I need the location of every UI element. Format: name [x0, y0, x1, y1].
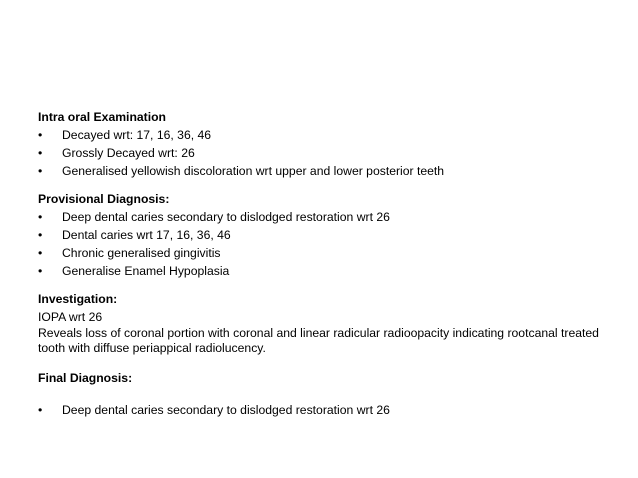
bullet-icon: • [38, 228, 43, 242]
list-item-text: Decayed wrt: 17, 16, 36, 46 [62, 128, 212, 142]
provisional-diagnosis-list [38, 209, 618, 281]
bullet-icon: • [38, 164, 43, 178]
bullet-icon: • [38, 264, 43, 278]
list-item [38, 163, 618, 181]
final-diagnosis-list [38, 402, 618, 420]
bullet-icon: • [38, 128, 43, 142]
slide-content [38, 109, 618, 420]
provisional-diagnosis-heading: Provisional Diagnosis: [38, 192, 170, 206]
list-item [38, 227, 618, 245]
bullet-icon: • [38, 403, 43, 417]
final-diagnosis-heading: Final Diagnosis: [38, 371, 133, 385]
list-item [38, 245, 618, 263]
investigation-line: IOPA wrt 26 [38, 310, 103, 324]
list-item-text: Dental caries wrt 17, 16, 36, 46 [62, 228, 231, 242]
intra-oral-list [38, 127, 618, 181]
investigation-heading: Investigation: [38, 292, 118, 306]
list-item-text: Chronic generalised gingivitis [62, 246, 221, 260]
list-item [38, 402, 618, 420]
investigation-paragraph: Reveals loss of coronal portion with coronal and linear radicular radioopacity indicating rootcanal treated tooth with diffuse periappical radiolucency. [38, 326, 599, 355]
section-gap [38, 281, 618, 291]
section-gap [38, 388, 618, 402]
list-item-text: Generalise Enamel Hypoplasia [62, 264, 230, 278]
intra-oral-heading: Intra oral Examination [38, 110, 166, 124]
section-gap [38, 181, 618, 191]
bullet-icon: • [38, 146, 43, 160]
bullet-icon: • [38, 246, 43, 260]
list-item-text: Deep dental caries secondary to dislodged restoration wrt 26 [62, 403, 390, 417]
list-item [38, 263, 618, 281]
section-gap [38, 356, 618, 370]
list-item [38, 127, 618, 145]
list-item-text: Grossly Decayed wrt: 26 [62, 146, 195, 160]
list-item [38, 209, 618, 227]
list-item-text: Deep dental caries secondary to dislodged restoration wrt 26 [62, 210, 390, 224]
list-item [38, 145, 618, 163]
bullet-icon: • [38, 210, 43, 224]
list-item-text: Generalised yellowish discoloration wrt upper and lower posterior teeth [62, 164, 445, 178]
